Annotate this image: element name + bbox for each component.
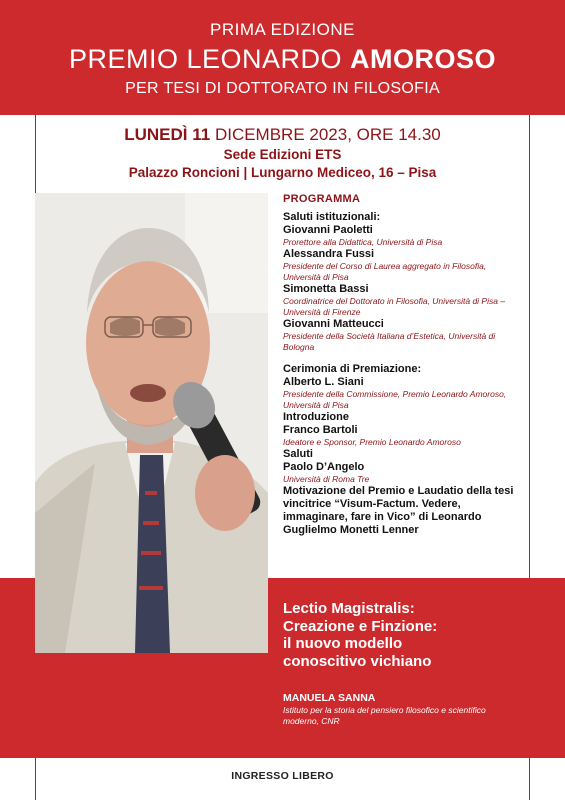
speaker-role: Presidente del Corso di Laurea aggregato in Filosofia, Università di Pisa	[283, 261, 487, 282]
lectio-title: Lectio Magistralis: Creazione e Finzione: il nuovo modello conoscitivo vichiano	[283, 600, 438, 670]
free-entry-label: INGRESSO LIBERO	[231, 770, 334, 782]
venue-address: Palazzo Roncioni | Lungarno Mediceo, 16 – Pisa	[128, 165, 437, 180]
lectio-speaker: MANUELA SANNA	[283, 692, 376, 704]
programma-label: PROGRAMMA	[283, 193, 361, 205]
speaker-name: Alessandra Fussi	[283, 248, 375, 260]
portrait-photo	[35, 193, 268, 653]
event-date: LUNEDÌ 11 DICEMBRE 2023, ORE 14.30	[124, 125, 441, 144]
speaker-role: Coordinatrice del Dottorato in Filosofia, Università di Pisa – Università di Firenze	[283, 296, 506, 317]
saluti-heading: Saluti istituzionali:	[283, 211, 381, 223]
ceremony-role: Ideatore e Sponsor, Premio Leonardo Amoroso	[283, 437, 461, 447]
prize-title-bold: AMOROSO	[350, 44, 497, 74]
ceremony-name: Franco Bartoli	[283, 424, 358, 436]
venue-name: Sede Edizioni ETS	[223, 147, 342, 162]
header-banner	[0, 0, 565, 115]
speaker-role: Presidente della Società Italiana d’Estetica, Università di Bologna	[283, 331, 496, 352]
prize-title: PREMIO LEONARDO AMOROSO	[68, 44, 497, 74]
speaker-name: Simonetta Bassi	[283, 283, 369, 295]
speaker-name: Giovanni Paoletti	[283, 224, 373, 236]
speaker-role: Prorettore alla Didattica, Università di Pisa	[283, 237, 443, 247]
ceremony-role: Università di Roma Tre	[283, 474, 370, 484]
ceremony-action: Introduzione	[283, 411, 349, 423]
prize-subtitle: PER TESI DI DOTTORATO IN FILOSOFIA	[125, 80, 440, 97]
ceremony-role: Presidente della Commissione, Premio Leonardo Amoroso, Università di Pisa	[283, 389, 507, 410]
ceremony-action: Motivazione del Premio e Laudatio della tesi vincitrice “Visum-Factum. Vedere, immaginare, fare in Vico” di Leonardo Guglielmo Monetti Lenner	[283, 485, 514, 536]
cerimonia-heading: Cerimonia di Premiazione:	[283, 363, 422, 375]
lectio-affiliation: Istituto per la storia del pensiero filosofico e scientifico moderno, CNR	[283, 705, 486, 726]
speaker-name: Giovanni Matteucci	[283, 318, 384, 330]
ceremony-action: Saluti	[283, 448, 313, 460]
programma-section	[283, 193, 523, 537]
ceremony-name: Paolo D’Angelo	[283, 461, 365, 473]
ceremony-name: Alberto L. Siani	[283, 376, 364, 388]
edition-label: PRIMA EDIZIONE	[210, 20, 355, 39]
